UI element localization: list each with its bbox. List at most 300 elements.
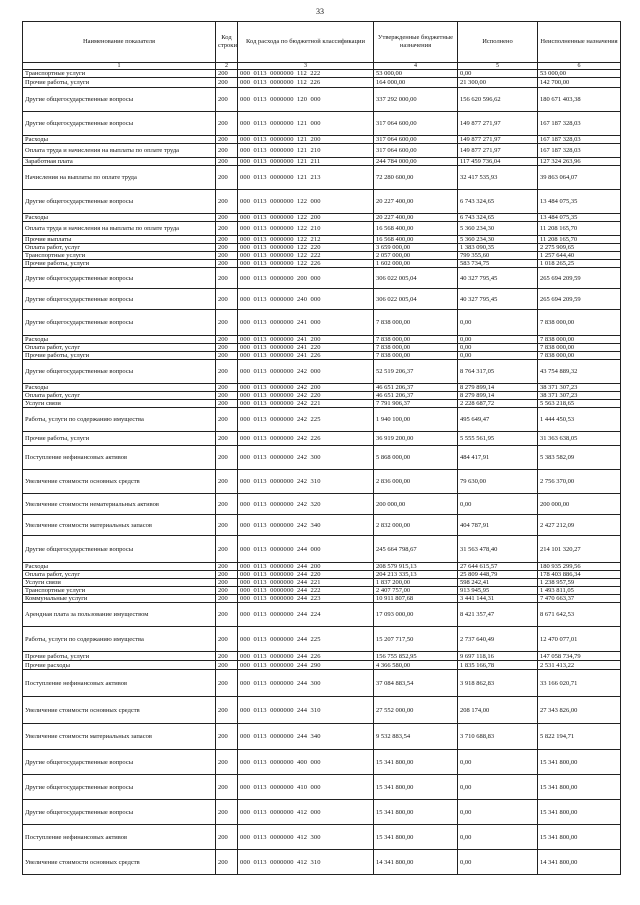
row-unexecuted-amount: 15 341 800,00 bbox=[538, 800, 621, 825]
row-line-code: 200 bbox=[216, 603, 238, 627]
row-approved-amount: 15 341 800,00 bbox=[374, 775, 458, 800]
row-executed-amount: 598 242,41 bbox=[458, 579, 538, 587]
row-line-code: 200 bbox=[216, 88, 238, 112]
row-line-code: 200 bbox=[216, 222, 238, 236]
row-executed-amount: 3 710 688,83 bbox=[458, 724, 538, 750]
row-unexecuted-amount: 7 838 000,00 bbox=[538, 344, 621, 352]
row-approved-amount: 208 579 915,13 bbox=[374, 563, 458, 571]
row-name: Арендная плата за пользование имуществом bbox=[23, 603, 216, 627]
row-classification-code: 000 0113 0000000 410 000 bbox=[238, 775, 374, 800]
table-row bbox=[23, 470, 621, 494]
row-executed-amount: 156 620 596,62 bbox=[458, 88, 538, 112]
table-row bbox=[23, 112, 621, 136]
row-approved-amount: 7 838 000,00 bbox=[374, 344, 458, 352]
row-line-code: 200 bbox=[216, 360, 238, 384]
row-approved-amount: 1 602 000,00 bbox=[374, 260, 458, 268]
row-line-code: 200 bbox=[216, 400, 238, 408]
row-classification-code: 000 0113 0000000 122 226 bbox=[238, 260, 374, 268]
row-classification-code: 000 0113 0000000 244 000 bbox=[238, 536, 374, 563]
row-name: Транспортные услуги bbox=[23, 252, 216, 260]
row-executed-amount: 6 743 324,65 bbox=[458, 190, 538, 214]
row-unexecuted-amount: 1 018 265,25 bbox=[538, 260, 621, 268]
table-row bbox=[23, 289, 621, 310]
row-classification-code: 000 0113 0000000 122 210 bbox=[238, 222, 374, 236]
row-executed-amount: 5 360 234,30 bbox=[458, 222, 538, 236]
row-approved-amount: 20 227 400,00 bbox=[374, 190, 458, 214]
row-classification-code: 000 0113 0000000 242 221 bbox=[238, 400, 374, 408]
row-classification-code: 000 0113 0000000 200 000 bbox=[238, 268, 374, 289]
row-approved-amount: 164 000,00 bbox=[374, 78, 458, 88]
row-unexecuted-amount: 15 341 800,00 bbox=[538, 750, 621, 775]
row-unexecuted-amount: 1 493 811,05 bbox=[538, 587, 621, 595]
row-classification-code: 000 0113 0000000 244 220 bbox=[238, 571, 374, 579]
row-executed-amount: 913 945,95 bbox=[458, 587, 538, 595]
row-approved-amount: 27 552 000,00 bbox=[374, 697, 458, 724]
row-unexecuted-amount: 43 754 889,32 bbox=[538, 360, 621, 384]
row-name: Оплата труда и начисления на выплаты по оплате труда bbox=[23, 222, 216, 236]
row-approved-amount: 156 755 852,95 bbox=[374, 652, 458, 661]
row-unexecuted-amount: 13 484 075,35 bbox=[538, 190, 621, 214]
row-executed-amount: 3 918 862,83 bbox=[458, 670, 538, 697]
row-line-code: 200 bbox=[216, 446, 238, 470]
row-executed-amount: 2 737 640,49 bbox=[458, 627, 538, 652]
row-executed-amount: 3 441 144,31 bbox=[458, 595, 538, 603]
row-name: Оплата труда и начисления на выплаты по оплате труда bbox=[23, 144, 216, 158]
table-row bbox=[23, 652, 621, 661]
column-number: 5 bbox=[458, 63, 538, 70]
row-classification-code: 000 0113 0000000 242 300 bbox=[238, 446, 374, 470]
table-row bbox=[23, 724, 621, 750]
row-approved-amount: 245 664 798,67 bbox=[374, 536, 458, 563]
row-line-code: 200 bbox=[216, 336, 238, 344]
row-unexecuted-amount: 2 427 212,09 bbox=[538, 515, 621, 536]
row-name: Прочие работы, услуги bbox=[23, 652, 216, 661]
row-line-code: 200 bbox=[216, 392, 238, 400]
row-executed-amount: 208 174,00 bbox=[458, 697, 538, 724]
row-name: Другие общегосударственные вопросы bbox=[23, 750, 216, 775]
row-approved-amount: 306 022 005,04 bbox=[374, 268, 458, 289]
row-approved-amount: 16 568 400,00 bbox=[374, 222, 458, 236]
row-classification-code: 000 0113 0000000 244 200 bbox=[238, 563, 374, 571]
row-line-code: 200 bbox=[216, 800, 238, 825]
row-executed-amount: 27 644 615,57 bbox=[458, 563, 538, 571]
row-executed-amount: 0,00 bbox=[458, 775, 538, 800]
row-name: Поступление нефинансовых активов bbox=[23, 670, 216, 697]
table-row bbox=[23, 587, 621, 595]
row-line-code: 200 bbox=[216, 661, 238, 670]
row-executed-amount: 31 563 478,40 bbox=[458, 536, 538, 563]
row-line-code: 200 bbox=[216, 670, 238, 697]
row-approved-amount: 244 784 000,00 bbox=[374, 158, 458, 166]
row-approved-amount: 317 064 600,00 bbox=[374, 112, 458, 136]
row-executed-amount: 0,00 bbox=[458, 800, 538, 825]
table-row bbox=[23, 595, 621, 603]
row-classification-code: 000 0113 0000000 241 200 bbox=[238, 336, 374, 344]
row-classification-code: 000 0113 0000000 244 300 bbox=[238, 670, 374, 697]
row-classification-code: 000 0113 0000000 244 225 bbox=[238, 627, 374, 652]
row-line-code: 200 bbox=[216, 352, 238, 360]
row-line-code: 200 bbox=[216, 310, 238, 336]
table-row bbox=[23, 136, 621, 144]
row-classification-code: 000 0113 0000000 242 320 bbox=[238, 494, 374, 515]
header-indicator-name: Наименование показателя bbox=[23, 22, 216, 63]
row-unexecuted-amount: 38 371 307,23 bbox=[538, 392, 621, 400]
row-line-code: 200 bbox=[216, 144, 238, 158]
row-name: Расходы bbox=[23, 563, 216, 571]
row-executed-amount: 8 279 899,14 bbox=[458, 392, 538, 400]
row-line-code: 200 bbox=[216, 236, 238, 244]
row-classification-code: 000 0113 0000000 241 000 bbox=[238, 310, 374, 336]
row-unexecuted-amount: 5 563 218,65 bbox=[538, 400, 621, 408]
row-line-code: 200 bbox=[216, 432, 238, 446]
row-name: Поступление нефинансовых активов bbox=[23, 446, 216, 470]
row-name: Другие общегосударственные вопросы bbox=[23, 360, 216, 384]
row-name: Транспортные услуги bbox=[23, 70, 216, 78]
row-classification-code: 000 0113 0000000 112 226 bbox=[238, 78, 374, 88]
row-approved-amount: 4 366 580,00 bbox=[374, 661, 458, 670]
row-line-code: 200 bbox=[216, 563, 238, 571]
table-row bbox=[23, 78, 621, 88]
row-unexecuted-amount: 127 324 263,96 bbox=[538, 158, 621, 166]
row-name: Транспортные услуги bbox=[23, 587, 216, 595]
row-approved-amount: 52 519 206,37 bbox=[374, 360, 458, 384]
row-executed-amount: 2 228 687,72 bbox=[458, 400, 538, 408]
row-approved-amount: 7 838 000,00 bbox=[374, 336, 458, 344]
row-executed-amount: 583 734,75 bbox=[458, 260, 538, 268]
table-row bbox=[23, 352, 621, 360]
row-classification-code: 000 0113 0000000 120 000 bbox=[238, 88, 374, 112]
row-line-code: 200 bbox=[216, 70, 238, 78]
row-executed-amount: 149 877 271,97 bbox=[458, 136, 538, 144]
row-unexecuted-amount: 15 341 800,00 bbox=[538, 775, 621, 800]
row-classification-code: 000 0113 0000000 244 223 bbox=[238, 595, 374, 603]
row-name: Другие общегосударственные вопросы bbox=[23, 800, 216, 825]
row-classification-code: 000 0113 0000000 121 000 bbox=[238, 112, 374, 136]
row-approved-amount: 204 213 335,13 bbox=[374, 571, 458, 579]
header-executed: Исполнено bbox=[458, 22, 538, 63]
row-unexecuted-amount: 5 822 194,71 bbox=[538, 724, 621, 750]
row-line-code: 200 bbox=[216, 775, 238, 800]
row-unexecuted-amount: 1 238 957,59 bbox=[538, 579, 621, 587]
row-executed-amount: 25 809 448,79 bbox=[458, 571, 538, 579]
row-approved-amount: 200 000,00 bbox=[374, 494, 458, 515]
row-executed-amount: 0,00 bbox=[458, 344, 538, 352]
row-executed-amount: 5 555 561,95 bbox=[458, 432, 538, 446]
row-classification-code: 000 0113 0000000 122 000 bbox=[238, 190, 374, 214]
row-approved-amount: 2 836 000,00 bbox=[374, 470, 458, 494]
row-name: Поступление нефинансовых активов bbox=[23, 825, 216, 850]
row-name: Увеличение стоимости материальных запасов bbox=[23, 515, 216, 536]
table-row bbox=[23, 360, 621, 384]
row-approved-amount: 16 568 400,00 bbox=[374, 236, 458, 244]
row-name: Оплата работ, услуг bbox=[23, 571, 216, 579]
table-row bbox=[23, 166, 621, 190]
row-unexecuted-amount: 167 187 328,03 bbox=[538, 112, 621, 136]
row-classification-code: 000 0113 0000000 122 212 bbox=[238, 236, 374, 244]
row-executed-amount: 149 877 271,97 bbox=[458, 112, 538, 136]
row-name: Другие общегосударственные вопросы bbox=[23, 88, 216, 112]
row-approved-amount: 37 084 883,54 bbox=[374, 670, 458, 697]
row-name: Оплата работ, услуг bbox=[23, 244, 216, 252]
row-classification-code: 000 0113 0000000 112 222 bbox=[238, 70, 374, 78]
row-approved-amount: 1 837 200,00 bbox=[374, 579, 458, 587]
row-executed-amount: 5 360 234,30 bbox=[458, 236, 538, 244]
row-approved-amount: 46 651 206,37 bbox=[374, 392, 458, 400]
row-unexecuted-amount: 11 208 165,70 bbox=[538, 236, 621, 244]
row-name: Другие общегосударственные вопросы bbox=[23, 112, 216, 136]
row-line-code: 200 bbox=[216, 595, 238, 603]
page-number: 33 bbox=[316, 7, 324, 16]
row-executed-amount: 0,00 bbox=[458, 70, 538, 78]
row-executed-amount: 484 417,91 bbox=[458, 446, 538, 470]
row-unexecuted-amount: 167 187 328,03 bbox=[538, 136, 621, 144]
table-row bbox=[23, 494, 621, 515]
table-row bbox=[23, 190, 621, 214]
row-unexecuted-amount: 7 470 663,37 bbox=[538, 595, 621, 603]
row-unexecuted-amount: 27 343 826,00 bbox=[538, 697, 621, 724]
row-line-code: 200 bbox=[216, 190, 238, 214]
table-row bbox=[23, 88, 621, 112]
row-unexecuted-amount: 53 000,00 bbox=[538, 70, 621, 78]
row-approved-amount: 7 838 000,00 bbox=[374, 352, 458, 360]
row-line-code: 200 bbox=[216, 652, 238, 661]
row-name: Другие общегосударственные вопросы bbox=[23, 190, 216, 214]
row-unexecuted-amount: 38 371 307,23 bbox=[538, 384, 621, 392]
row-line-code: 200 bbox=[216, 571, 238, 579]
row-line-code: 200 bbox=[216, 587, 238, 595]
column-number-row bbox=[23, 63, 621, 70]
row-line-code: 200 bbox=[216, 750, 238, 775]
row-line-code: 200 bbox=[216, 850, 238, 875]
table-row bbox=[23, 603, 621, 627]
row-line-code: 200 bbox=[216, 214, 238, 222]
column-number: 1 bbox=[23, 63, 216, 70]
row-line-code: 200 bbox=[216, 697, 238, 724]
row-name: Оплата работ, услуг bbox=[23, 392, 216, 400]
row-line-code: 200 bbox=[216, 515, 238, 536]
row-executed-amount: 40 327 795,45 bbox=[458, 289, 538, 310]
row-classification-code: 000 0113 0000000 244 340 bbox=[238, 724, 374, 750]
table-row bbox=[23, 563, 621, 571]
row-classification-code: 000 0113 0000000 244 224 bbox=[238, 603, 374, 627]
row-name: Увеличение стоимости основных средств bbox=[23, 850, 216, 875]
row-classification-code: 000 0113 0000000 242 220 bbox=[238, 392, 374, 400]
row-name: Увеличение стоимости основных средств bbox=[23, 470, 216, 494]
row-classification-code: 000 0113 0000000 121 213 bbox=[238, 166, 374, 190]
row-line-code: 200 bbox=[216, 627, 238, 652]
row-line-code: 200 bbox=[216, 724, 238, 750]
row-approved-amount: 20 227 400,00 bbox=[374, 214, 458, 222]
row-unexecuted-amount: 1 257 644,40 bbox=[538, 252, 621, 260]
row-name: Коммунальные услуги bbox=[23, 595, 216, 603]
row-executed-amount: 0,00 bbox=[458, 750, 538, 775]
row-unexecuted-amount: 180 671 403,38 bbox=[538, 88, 621, 112]
table-row bbox=[23, 236, 621, 244]
row-executed-amount: 0,00 bbox=[458, 352, 538, 360]
row-approved-amount: 17 093 000,00 bbox=[374, 603, 458, 627]
row-name: Другие общегосударственные вопросы bbox=[23, 268, 216, 289]
row-name: Прочие работы, услуги bbox=[23, 352, 216, 360]
row-executed-amount: 495 649,47 bbox=[458, 408, 538, 432]
row-unexecuted-amount: 39 863 064,07 bbox=[538, 166, 621, 190]
row-line-code: 200 bbox=[216, 536, 238, 563]
table-row bbox=[23, 392, 621, 400]
row-approved-amount: 306 022 005,04 bbox=[374, 289, 458, 310]
row-classification-code: 000 0113 0000000 242 200 bbox=[238, 384, 374, 392]
row-unexecuted-amount: 11 208 165,70 bbox=[538, 222, 621, 236]
row-executed-amount: 0,00 bbox=[458, 850, 538, 875]
row-approved-amount: 7 838 000,00 bbox=[374, 310, 458, 336]
row-unexecuted-amount: 7 838 000,00 bbox=[538, 310, 621, 336]
row-name: Другие общегосударственные вопросы bbox=[23, 289, 216, 310]
table-row bbox=[23, 260, 621, 268]
row-line-code: 200 bbox=[216, 384, 238, 392]
row-approved-amount: 53 000,00 bbox=[374, 70, 458, 78]
row-unexecuted-amount: 13 484 075,35 bbox=[538, 214, 621, 222]
row-unexecuted-amount: 7 838 000,00 bbox=[538, 336, 621, 344]
row-approved-amount: 7 791 906,37 bbox=[374, 400, 458, 408]
row-executed-amount: 6 743 324,65 bbox=[458, 214, 538, 222]
row-name: Прочие расходы bbox=[23, 661, 216, 670]
table-row bbox=[23, 775, 621, 800]
row-unexecuted-amount: 8 671 642,53 bbox=[538, 603, 621, 627]
row-classification-code: 000 0113 0000000 244 222 bbox=[238, 587, 374, 595]
row-unexecuted-amount: 2 531 413,22 bbox=[538, 661, 621, 670]
row-approved-amount: 337 292 000,00 bbox=[374, 88, 458, 112]
header-classification-code: Код расхода по бюджетной классификации bbox=[238, 22, 374, 63]
row-name: Услуги связи bbox=[23, 400, 216, 408]
row-approved-amount: 46 651 206,37 bbox=[374, 384, 458, 392]
row-executed-amount: 32 417 535,93 bbox=[458, 166, 538, 190]
row-approved-amount: 15 341 800,00 bbox=[374, 800, 458, 825]
row-approved-amount: 317 064 600,00 bbox=[374, 144, 458, 158]
row-unexecuted-amount: 14 341 800,00 bbox=[538, 850, 621, 875]
table-row bbox=[23, 670, 621, 697]
table-row bbox=[23, 144, 621, 158]
row-executed-amount: 8 764 317,05 bbox=[458, 360, 538, 384]
row-line-code: 200 bbox=[216, 244, 238, 252]
row-name: Начисления на выплаты по оплате труда bbox=[23, 166, 216, 190]
row-classification-code: 000 0113 0000000 242 310 bbox=[238, 470, 374, 494]
column-number: 3 bbox=[238, 63, 374, 70]
row-unexecuted-amount: 214 101 320,27 bbox=[538, 536, 621, 563]
table-row bbox=[23, 344, 621, 352]
row-name: Увеличение стоимости нематериальных активов bbox=[23, 494, 216, 515]
table-row bbox=[23, 850, 621, 875]
table-row bbox=[23, 750, 621, 775]
row-name: Увеличение стоимости основных средств bbox=[23, 697, 216, 724]
row-approved-amount: 5 868 000,00 bbox=[374, 446, 458, 470]
row-line-code: 200 bbox=[216, 268, 238, 289]
row-approved-amount: 3 659 000,00 bbox=[374, 244, 458, 252]
row-executed-amount: 21 300,00 bbox=[458, 78, 538, 88]
row-unexecuted-amount: 33 166 020,71 bbox=[538, 670, 621, 697]
row-name: Прочие выплаты bbox=[23, 236, 216, 244]
row-classification-code: 000 0113 0000000 412 000 bbox=[238, 800, 374, 825]
row-classification-code: 000 0113 0000000 122 200 bbox=[238, 214, 374, 222]
table-row bbox=[23, 579, 621, 587]
row-unexecuted-amount: 178 403 886,34 bbox=[538, 571, 621, 579]
row-classification-code: 000 0113 0000000 244 226 bbox=[238, 652, 374, 661]
row-line-code: 200 bbox=[216, 470, 238, 494]
table-row bbox=[23, 384, 621, 392]
row-classification-code: 000 0113 0000000 412 310 bbox=[238, 850, 374, 875]
row-approved-amount: 15 341 800,00 bbox=[374, 750, 458, 775]
row-line-code: 200 bbox=[216, 260, 238, 268]
row-approved-amount: 317 064 600,00 bbox=[374, 136, 458, 144]
row-approved-amount: 15 341 800,00 bbox=[374, 825, 458, 850]
row-classification-code: 000 0113 0000000 244 290 bbox=[238, 661, 374, 670]
row-executed-amount: 8 279 899,14 bbox=[458, 384, 538, 392]
table-row bbox=[23, 214, 621, 222]
row-line-code: 200 bbox=[216, 158, 238, 166]
row-name: Работы, услуги по содержанию имущества bbox=[23, 408, 216, 432]
table-row bbox=[23, 252, 621, 260]
header-approved: Утвержденные бюджетные назначения bbox=[374, 22, 458, 63]
row-classification-code: 000 0113 0000000 400 000 bbox=[238, 750, 374, 775]
row-name: Расходы bbox=[23, 214, 216, 222]
row-line-code: 200 bbox=[216, 289, 238, 310]
table-row bbox=[23, 70, 621, 78]
table-row bbox=[23, 310, 621, 336]
table-row bbox=[23, 825, 621, 850]
row-approved-amount: 36 919 200,00 bbox=[374, 432, 458, 446]
row-executed-amount: 0,00 bbox=[458, 310, 538, 336]
row-line-code: 200 bbox=[216, 494, 238, 515]
row-line-code: 200 bbox=[216, 344, 238, 352]
row-name: Другие общегосударственные вопросы bbox=[23, 310, 216, 336]
row-classification-code: 000 0113 0000000 121 210 bbox=[238, 144, 374, 158]
row-unexecuted-amount: 7 838 000,00 bbox=[538, 352, 621, 360]
table-row bbox=[23, 515, 621, 536]
row-name: Работы, услуги по содержанию имущества bbox=[23, 627, 216, 652]
row-executed-amount: 8 421 357,47 bbox=[458, 603, 538, 627]
table-row bbox=[23, 697, 621, 724]
row-executed-amount: 117 459 736,04 bbox=[458, 158, 538, 166]
row-line-code: 200 bbox=[216, 136, 238, 144]
row-unexecuted-amount: 31 363 638,05 bbox=[538, 432, 621, 446]
row-unexecuted-amount: 1 444 450,53 bbox=[538, 408, 621, 432]
row-classification-code: 000 0113 0000000 242 226 bbox=[238, 432, 374, 446]
row-unexecuted-amount: 5 383 582,09 bbox=[538, 446, 621, 470]
row-classification-code: 000 0113 0000000 241 226 bbox=[238, 352, 374, 360]
row-classification-code: 000 0113 0000000 242 225 bbox=[238, 408, 374, 432]
table-body bbox=[23, 70, 621, 875]
row-name: Расходы bbox=[23, 336, 216, 344]
row-name: Прочие работы, услуги bbox=[23, 260, 216, 268]
table-row bbox=[23, 222, 621, 236]
column-number: 6 bbox=[538, 63, 621, 70]
table-row bbox=[23, 536, 621, 563]
budget-execution-table bbox=[22, 21, 621, 875]
table-row bbox=[23, 158, 621, 166]
row-name: Увеличение стоимости материальных запасов bbox=[23, 724, 216, 750]
row-unexecuted-amount: 2 756 370,00 bbox=[538, 470, 621, 494]
row-classification-code: 000 0113 0000000 244 221 bbox=[238, 579, 374, 587]
row-name: Расходы bbox=[23, 136, 216, 144]
row-unexecuted-amount: 180 935 299,56 bbox=[538, 563, 621, 571]
table-row bbox=[23, 571, 621, 579]
column-number: 2 bbox=[216, 63, 238, 70]
row-classification-code: 000 0113 0000000 244 310 bbox=[238, 697, 374, 724]
row-approved-amount: 2 832 000,00 bbox=[374, 515, 458, 536]
row-approved-amount: 72 280 600,00 bbox=[374, 166, 458, 190]
row-line-code: 200 bbox=[216, 78, 238, 88]
row-unexecuted-amount: 12 470 077,01 bbox=[538, 627, 621, 652]
row-classification-code: 000 0113 0000000 121 200 bbox=[238, 136, 374, 144]
row-approved-amount: 15 207 717,50 bbox=[374, 627, 458, 652]
table-row bbox=[23, 336, 621, 344]
